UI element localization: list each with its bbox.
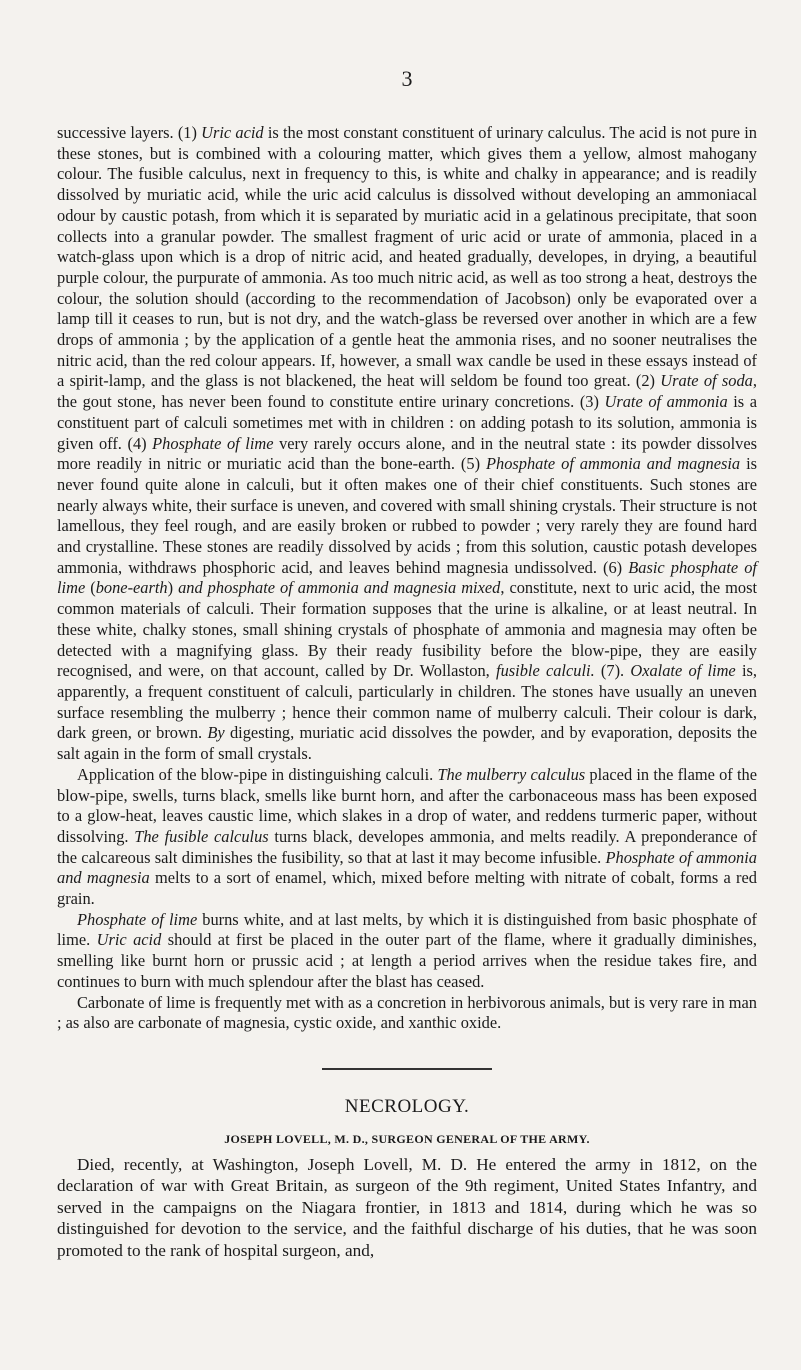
italic-term: Urate of soda <box>660 371 753 391</box>
italic-term: Uric acid <box>201 123 264 142</box>
section-heading: NECROLOGY. <box>344 1095 470 1117</box>
article-body <box>57 123 757 1034</box>
text-run: is, apparently, a frequent constituent of calculi, particularly in children. The stones have usually an uneven surface resembling the mulberry ; hence their common name of mulberry calculi. Their colour is dark, dark green, or brown. <box>57 661 757 743</box>
text-run: , constitute, next to uric acid, the most common materials of calculi. Their formation supposes that the urine is alkaline, or at least neutral. In these white, chalky stones, small shining crystals of phosphate of ammonia and magnesia may often be detected with a magnifying glass. By their ready fusibility before the blow-pipe, they are easily recognised, and were, on that account, called by Dr. Wollaston, <box>57 578 758 681</box>
italic-term: By <box>207 723 225 743</box>
italic-term: Uric acid <box>96 930 162 950</box>
paragraph-carbonate-of-lime <box>57 993 757 1034</box>
necrology-section <box>57 1096 757 1262</box>
italic-term: and phosphate of ammonia and magnesia mixed <box>178 578 501 598</box>
text-run: ( <box>85 578 96 598</box>
text-run: should at first be placed in the outer part of the flame, where it gradually diminishes, smelling like burnt horn or prussic acid ; at length a period arrives when the residue takes fire, and continues to burn with much splendour after the blast has ceased. <box>57 930 757 991</box>
obituary-paragraph: Died, recently, at Washington, Joseph Lovell, M. D. He entered the army in 1812, on the declaration of war with Great Britain, as surgeon of the 9th regiment, United States Infantry, and served in the campaigns on the Niagara frontier, in 1813 and 1814, during which he was so distinguished for devotion to the service, and the faithful discharge of his duties, that he was soon promoted to the rank of hospital surgeon, and, <box>57 1154 757 1260</box>
text-run: successive layers. (1) <box>57 123 202 142</box>
text-run: turns black, developes ammonia, and melts readily. A preponderance of the calcareous salt diminishes the fusibility, so that at last it may become infusible. <box>57 826 758 867</box>
text-run: placed in the flame of the blow-pipe, swells, turns black, smells like burnt horn, and after the carbonaceous mass has been exposed to a glow-heat, leaves caustic lime, which slakes in a drop of water, and reddens turmeric paper, without dissolving. <box>57 764 757 846</box>
italic-term: Phosphate of ammonia and magnesia <box>57 847 757 888</box>
text-run: (7). <box>594 661 631 681</box>
italic-term: Urate of ammonia <box>604 392 728 412</box>
text-run: ) <box>167 578 179 598</box>
page-number: 3 <box>401 66 413 91</box>
text-run: Carbonate of lime is frequently met with as a concretion in herbivorous animals, but is very rare in man ; as also are carbonate of magnesia, cystic oxide, and xanthic oxide. <box>57 992 757 1033</box>
text-run: very rarely occurs alone, and in the neutral state : its powder dissolves more readily in nitric or muriatic acid than the bone-earth. (5) <box>57 433 757 474</box>
paragraph-phosphate-of-lime <box>57 910 757 993</box>
section-subheading: JOSEPH LOVELL, M. D., SURGEON GENERAL OF THE ARMY. <box>224 1131 590 1146</box>
paragraph-calculi-constituents <box>57 123 757 765</box>
text-run: is the most constant constituent of urinary calculus. The acid is not pure in these stones, but is combined with a colouring matter, which gives them a yellow, almost mahogany colour. The fusible calculus, next in frequency to this, is white and chalky in appearance; and is readily dissolved by muriatic acid, while the uric acid calculus is dissolved without developing an ammoniacal odour by caustic potash, from which it is separated by muriatic acid in a gelatinous precipitate, that soon collects into a granular powder. The smallest fragment of uric acid or urate of ammonia, placed in a watch-glass upon which is a drop of nitric acid, and heated gradually, developes, in drying, a beautiful purple colour, the purpurate of ammonia. As too much nitric acid, as well as too strong a heat, destroys the colour, the solution should (according to the recommendation of Jacobson) only be evaporated over a lamp till it ceases to run, but is not dry, and the watch-glass be reversed over another in which are a few drops of ammonia ; by the application of a gentle heat the ammonia rises, and no sooner neutralises the nitric acid, than the red colour appears. If, however, a small wax candle be used in these essays instead of a spirit-lamp, and the glass is not blackened, the heat will seldom be found too great. (2) <box>57 123 757 391</box>
text-run: burns white, and at last melts, by which it is distinguished from basic phosphate of lime. <box>57 909 757 950</box>
italic-term: The mulberry calculus <box>437 764 586 784</box>
italic-term: Phosphate of ammonia and magnesia <box>485 454 741 474</box>
text-run: is a constituent part of calculi sometimes met with in children : on adding potash to its solution, ammonia is given off. (4) <box>57 392 757 453</box>
italic-term: Basic phosphate of lime <box>57 557 757 598</box>
text-run: melts to a sort of enamel, which, mixed before melting with nitrate of cobalt, forms a red grain. <box>57 868 757 909</box>
italic-term: Phosphate of lime <box>152 433 274 453</box>
text-run: Application of the blow-pipe in distinguishing calculi. <box>77 764 438 784</box>
italic-term: Oxalate of lime <box>630 661 736 681</box>
italic-term: Phosphate of lime <box>77 909 198 929</box>
text-run: digesting, muriatic acid dissolves the powder, and by evaporation, deposits the salt again in the form of small crystals. <box>57 723 757 764</box>
italic-term: fusible calculi. <box>496 661 595 681</box>
section-divider <box>322 1068 492 1070</box>
text-run: , the gout stone, has never been found to constitute entire urinary concretions. (3) <box>57 371 757 412</box>
italic-term: The fusible calculus <box>134 826 269 846</box>
italic-term: bone-earth <box>95 578 168 598</box>
text-run: is never found quite alone in calculi, but it often makes one of their chief constituents. Such stones are nearly always white, their surface is uneven, and covered with small shining crystals. Their structure is not lamellous, they feel rough, and are easily broken or rubbed to powder ; very rarely they are found hard and crystalline. These stones are readily dissolved by acids ; from this solution, caustic potash developes ammonia, withdraws phosphoric acid, and leaves behind magnesia undissolved. (6) <box>57 454 757 577</box>
paragraph-blowpipe-application <box>57 765 757 910</box>
